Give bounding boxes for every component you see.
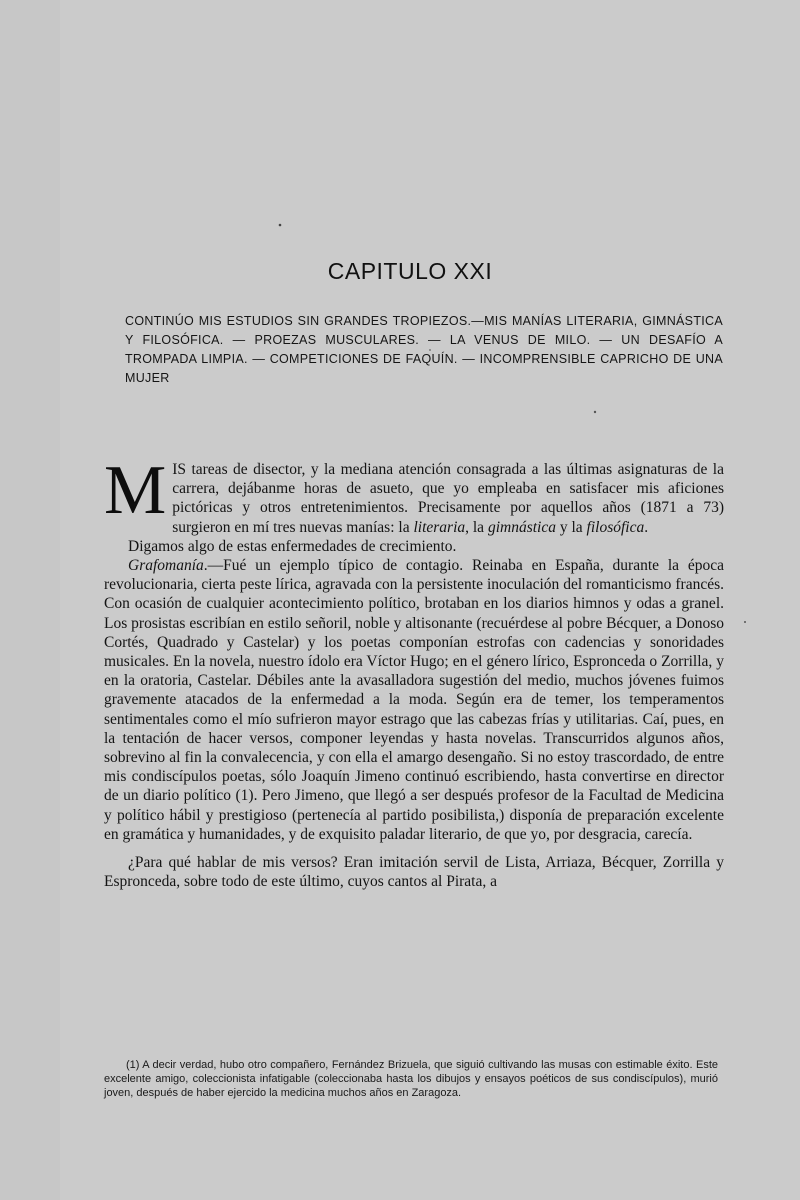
footnote-text: (1) A decir verdad, hubo otro compañero, Fernández Brizuela, que siguió cultivando las musas con estimable éxito. Este excelente amigo, coleccionista infatigable (coleccionaba hasta los dibujos y ensayos poéticos de sus condiscípulos), murió joven, después de haber ejercido la medicina muchos años en Zaragoza. bbox=[104, 1059, 718, 1099]
footnote bbox=[104, 1058, 718, 1100]
emphasis-filosofica: filosófica bbox=[586, 518, 645, 536]
chapter-title: CAPITULO XXI bbox=[327, 258, 493, 284]
emphasis-gimnastica: gimnástica bbox=[487, 518, 556, 536]
chapter-summary bbox=[105, 312, 723, 388]
emphasis-literaria: literaria bbox=[413, 518, 466, 536]
chapter-summary-text: CONTINÚO MIS ESTUDIOS SIN GRANDES TROPIEZOS.—MIS MANÍAS LITERARIA, GIMNÁSTICA Y FILOSÓFICA. — PROEZAS MUSCULARES. — LA VENUS DE MILO. — UN DESAFÍO A TROMPADA LIMPIA. — COMPETICIONES DE FAQUÍN. — INCOMPRENSIBLE CAPRICHO DE UNA MUJER bbox=[125, 314, 723, 385]
paragraph-1 bbox=[104, 452, 724, 537]
emphasis-grafomania: Grafomanía bbox=[128, 557, 204, 575]
paragraph-1-sep-1: , la bbox=[465, 518, 488, 536]
drop-cap: M bbox=[104, 452, 167, 529]
paragraph-3 bbox=[104, 556, 724, 844]
show-through-text bbox=[110, 55, 800, 231]
main-text bbox=[104, 452, 724, 891]
paragraph-2: Digamos algo de estas enfermedades de crecimiento. bbox=[128, 537, 457, 555]
paragraph-1-end: . bbox=[644, 518, 649, 536]
paragraph-4: ¿Para qué hablar de mis versos? Eran imitación servil de Lista, Arriaza, Bécquer, Zorrilla y Espronceda, sobre todo de este último, cuyos cantos al Pirata, a bbox=[104, 854, 724, 891]
paragraph-1-text: IS tareas de disector, y la mediana atención consagrada a las últimas asignaturas de la carrera, dejábanme horas de asueto, que yo empleaba en satisfacer mis aficiones pictóricas y otros entretenimientos. Precisamente por aquellos años (1871 a 73) surgieron en mí tres nuevas manías: la bbox=[172, 461, 724, 536]
paragraph-3-text: .—Fué un ejemplo típico de contagio. Reinaba en España, durante la época revolucionaria, cierta peste lírica, agravada con la persistente inoculación del romanticismo francés. Con ocasión de cualquier acontecimiento político, brotaban en los diarios himnos y odas a granel. Los prosistas escribían en estilo señoril, noble y altisonante (recuérdese al pobre Bécquer, a Donoso Cortés, Quadrado y Castelar) y los poetas componían estrofas con cadencias y sonoridades musicales. En la novela, nuestro ídolo era Víctor Hugo; en el género lírico, Espronceda o Zorrilla, y en la oratoria, Castelar. Débiles ante la avasalladora sugestión del medio, muchos jóvenes fuimos gravemente atacados de la enfermedad a la moda. Según era de temer, los temperamentos sentimentales como el mío sufrieron mayor estrago que las cabezas frías y utilitarias. Caí, pues, en la tentación de hacer versos, componer leyendas y hasta novelas. Transcurridos algunos años, sobrevino al fin la convalecencia, y con ella el amargo desengaño. Si no estoy trascordado, de entre mis condiscípulos poetas, sólo Joaquín Jimeno continuó escribiendo, hasta convertirse en director de un diario político (1). Pero Jimeno, que llegó a ser después profesor de la Facultad de Medicina y político hábil y prestigioso (pertenecía al partido posibilista,) disponía de preparación excelente en gramática y humanidades, y de exquisito paladar literario, de que yo, por desgracia, carecía. bbox=[104, 557, 724, 843]
paragraph-1-sep-2: y la bbox=[555, 518, 587, 536]
